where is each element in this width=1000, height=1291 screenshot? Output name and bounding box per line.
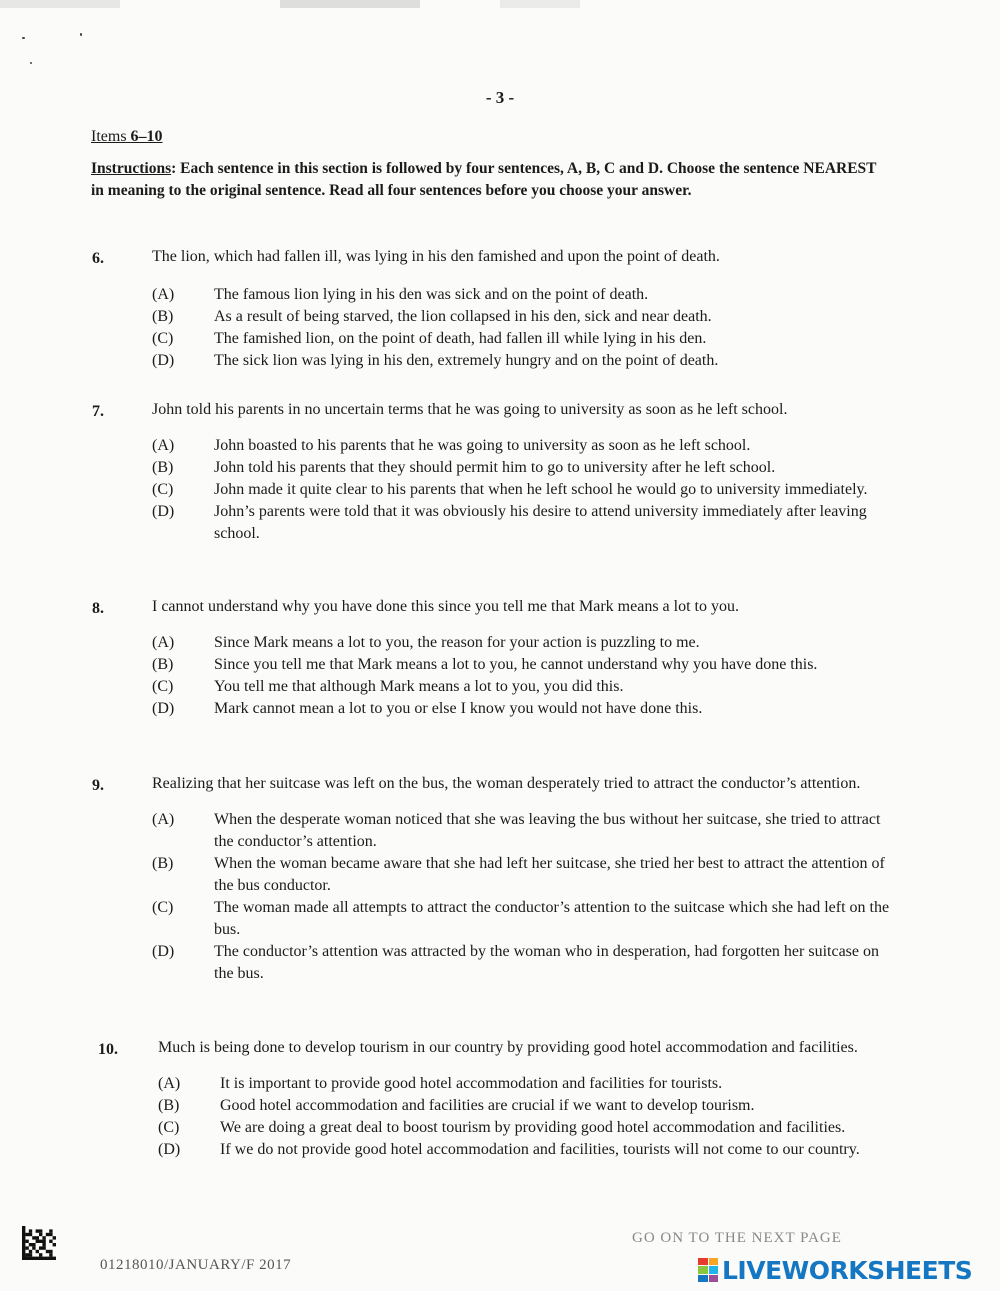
option-text: Mark cannot mean a lot to you or else I know you would not have done this. <box>214 700 703 717</box>
option-text: When the woman became aware that she had left her suitcase, she tried her best to attract the attention of the bus conductor. <box>214 855 885 894</box>
question-9 <box>92 773 892 985</box>
option-text: John made it quite clear to his parents that when he left school he would go to university immediately. <box>214 481 868 498</box>
option-label: (C) <box>152 678 174 695</box>
option-label: (C) <box>152 899 174 916</box>
question-number: 7. <box>92 403 104 420</box>
exam-code: 01218010/JANUARY/F 2017 <box>100 1257 292 1273</box>
option-d[interactable] <box>152 501 892 545</box>
question-7 <box>92 399 892 545</box>
option-label: (D) <box>152 503 175 520</box>
scan-speck <box>22 37 25 39</box>
option-text: Good hotel accommodation and facilities are crucial if we want to develop tourism. <box>220 1097 755 1114</box>
option-d[interactable] <box>152 941 892 985</box>
option-label: (A) <box>158 1075 181 1092</box>
option-label: (B) <box>158 1097 180 1114</box>
question-number: 10. <box>98 1041 118 1058</box>
option-label: (A) <box>152 634 175 651</box>
scan-edge <box>0 0 1000 8</box>
option-text: It is important to provide good hotel accommodation and facilities for tourists. <box>220 1075 723 1092</box>
instructions <box>91 158 891 202</box>
option-b[interactable] <box>152 306 892 328</box>
option-text: Since Mark means a lot to you, the reason for your action is puzzling to me. <box>214 634 700 651</box>
option-c[interactable] <box>158 1117 892 1139</box>
option-text: The famished lion, on the point of death, had fallen ill while lying in his den. <box>214 330 707 347</box>
option-label: (D) <box>152 943 175 960</box>
option-c[interactable] <box>152 479 892 501</box>
option-c[interactable] <box>152 676 892 698</box>
question-8 <box>92 596 892 720</box>
liveworksheets-brand[interactable] <box>698 1255 972 1285</box>
option-b[interactable] <box>158 1095 892 1117</box>
option-label: (A) <box>152 286 175 303</box>
option-text: John’s parents were told that it was obviously his desire to attend university immediately after leaving school. <box>214 503 867 542</box>
option-label: (B) <box>152 656 174 673</box>
option-a[interactable] <box>152 284 892 306</box>
option-c[interactable] <box>152 328 892 350</box>
instructions-label: Instructions <box>91 160 172 177</box>
option-label: (D) <box>152 352 175 369</box>
option-d[interactable] <box>152 350 892 372</box>
option-c[interactable] <box>152 897 892 941</box>
option-text: If we do not provide good hotel accommodation and facilities, tourists will not come to our country. <box>220 1141 860 1158</box>
option-text: When the desperate woman noticed that she was leaving the bus without her suitcase, she tried to attract the conductor’s attention. <box>214 811 881 850</box>
question-number: 6. <box>92 250 104 267</box>
option-text: John told his parents that they should permit him to go to university after he left school. <box>214 459 776 476</box>
section-title-prefix: Items <box>91 128 131 145</box>
option-text: As a result of being starved, the lion collapsed in his den, sick and near death. <box>214 308 712 325</box>
option-list <box>152 435 892 545</box>
question-stem: Realizing that her suitcase was left on the bus, the woman desperately tried to attract the conductor’s attention. <box>152 775 861 792</box>
brand-name: LIVEWORKSHEETS <box>722 1255 973 1285</box>
option-label: (D) <box>158 1141 181 1158</box>
question-stem: I cannot understand why you have done this since you tell me that Mark means a lot to you. <box>152 598 739 615</box>
option-d[interactable] <box>152 698 892 720</box>
option-text: The conductor’s attention was attracted by the woman who in desperation, had forgotten her suitcase on the bus. <box>214 943 879 982</box>
option-label: (B) <box>152 308 174 325</box>
option-d[interactable] <box>158 1139 892 1161</box>
option-label: (A) <box>152 437 175 454</box>
question-stem: Much is being done to develop tourism in our country by providing good hotel accommodation and facilities. <box>158 1039 858 1056</box>
option-list <box>152 284 892 372</box>
option-text: The famous lion lying in his den was sick and on the point of death. <box>214 286 649 303</box>
option-label: (B) <box>152 459 174 476</box>
barcode-icon <box>22 1226 56 1260</box>
option-b[interactable] <box>152 654 892 676</box>
section-title-range: 6–10 <box>130 128 163 145</box>
question-6 <box>92 246 892 372</box>
liveworksheets-logo-icon <box>698 1258 718 1282</box>
option-label: (B) <box>152 855 174 872</box>
option-label: (A) <box>152 811 175 828</box>
option-list <box>158 1073 892 1161</box>
option-list <box>152 809 892 985</box>
question-number: 9. <box>92 777 104 794</box>
option-label: (C) <box>158 1119 180 1136</box>
next-page-note: GO ON TO THE NEXT PAGE <box>632 1230 842 1246</box>
question-10 <box>92 1037 892 1161</box>
option-text: John boasted to his parents that he was going to university as soon as he left school. <box>214 437 751 454</box>
option-text: You tell me that although Mark means a lot to you, you did this. <box>214 678 624 695</box>
question-stem: The lion, which had fallen ill, was lying in his den famished and upon the point of death. <box>152 248 720 265</box>
option-text: We are doing a great deal to boost tourism by providing good hotel accommodation and facilities. <box>220 1119 846 1136</box>
question-stem: John told his parents in no uncertain terms that he was going to university as soon as he left school. <box>152 401 788 418</box>
scan-speck <box>80 33 82 36</box>
option-a[interactable] <box>152 809 892 853</box>
option-text: The sick lion was lying in his den, extremely hungry and on the point of death. <box>214 352 719 369</box>
option-b[interactable] <box>152 853 892 897</box>
section-title <box>91 128 163 146</box>
instructions-text: : Each sentence in this section is followed by four sentences, A, B, C and D. Choose the sentence NEAREST in meaning to the original sentence. Read all four sentences before you choose your answer. <box>91 160 877 199</box>
scan-speck <box>30 62 32 64</box>
option-list <box>152 632 892 720</box>
option-label: (D) <box>152 700 175 717</box>
option-label: (C) <box>152 481 174 498</box>
option-text: Since you tell me that Mark means a lot to you, he cannot understand why you have done this. <box>214 656 818 673</box>
option-b[interactable] <box>152 457 892 479</box>
page-number: - 3 - <box>485 88 515 107</box>
option-a[interactable] <box>158 1073 892 1095</box>
option-a[interactable] <box>152 435 892 457</box>
option-label: (C) <box>152 330 174 347</box>
question-number: 8. <box>92 600 104 617</box>
option-text: The woman made all attempts to attract the conductor’s attention to the suitcase which she had left on the bus. <box>214 899 890 938</box>
option-a[interactable] <box>152 632 892 654</box>
